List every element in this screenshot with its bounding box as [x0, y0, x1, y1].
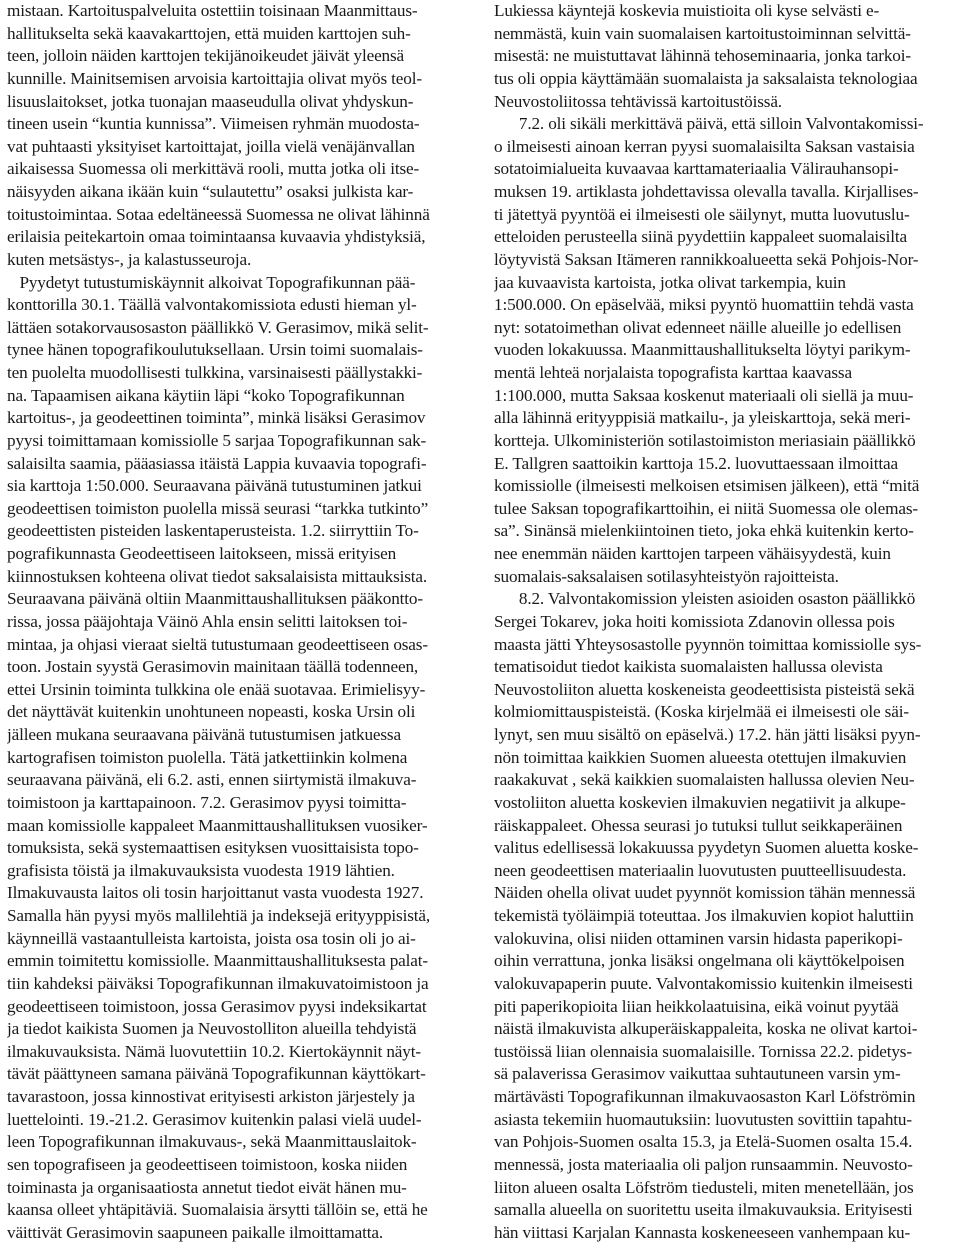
text-line: Lukiessa käyntejä koskevia muistioita oli kyse selvästi e- [494, 1, 880, 20]
text-line: valokuvina, olisi niiden ottaminen varsin hidasta paperikopi- [494, 928, 903, 948]
text-line: valokuvapaperin puute. Valvontakomissio kuitenkin ilmeisesti [494, 973, 913, 993]
text-line: Seuraavana päivänä oltiin Maanmittaushallituksen pääkontto- [7, 589, 423, 609]
text-line: Pyydetyt tutustumiskäynnit alkoivat Topografikunnan pää- [7, 272, 416, 292]
text-line: jälleen mukana seuraavana päivänä tutustumisen jatkuessa [7, 725, 401, 744]
text-line: tineen usein “kuntia kunnissa”. Viimeisen ryhmän muodosta- [7, 114, 420, 134]
text-line: lynyt, sen muu sisältö on epäselvä.) 17.2. hän jätti lisäksi pyyn- [494, 725, 921, 744]
text-line: toon. Jostain syystä Gerasimovin mainitaan täällä todenneen, [7, 657, 419, 677]
left-text-column [7, 0, 472, 1244]
text-line: geodeettiseen toimistoon, jossa Gerasimov pyysi indeksikartat [7, 996, 427, 1016]
text-line: seuraavana päivänä, eli 6.2. asti, ennen siirtymistä ilmakuva- [7, 770, 417, 790]
text-line: tavarastoon, jossa kinnostivat erityisesti arkiston järjestely ja [7, 1087, 415, 1106]
text-line: neen geodeettisen materiaalin luovutusten puutteellisuudesta. [494, 860, 907, 880]
right-text-column [494, 0, 959, 1244]
text-line: ti jätettyä pyyntöä ei ilmeisesti ole säilynyt, mutta luovutuslu- [494, 204, 910, 224]
text-line: nemmästä, kuin vain suomalaisen kartoitustoiminnan selvittä- [494, 23, 911, 43]
text-line: o ilmeisesti ainoan kerran pyysi suomalaisilta Saksan vastaisia [494, 136, 915, 156]
text-line: komissiolle (ilmeisesti melkoisen etsimisen jälkeen), että “mitä [494, 476, 920, 496]
text-line: Sergei Tokarev, joka hoiti komissiota Zdanovin ollessa pois [494, 611, 895, 631]
text-line: maasta jätti Yhteysosastolle pyynnön toimittaa komissiolle sys- [494, 634, 922, 654]
text-line: samalla alueella on suoritettu useita ilmakuvauksia. Erityisesti [494, 1200, 913, 1220]
text-line: tematisoidut tiedot kaikista suomalaisten hallussa olevista [494, 657, 883, 677]
text-line: Ilmakuvausta laitos oli tosin harjoittanut vasta vuodesta 1927. [7, 883, 424, 903]
text-line: käynneillä vastaantulleista kartoista, joista osa tosin oli jo ai- [7, 928, 416, 948]
text-line: löytyvistä Saksan Itämeren rannikkoalueetta sekä Pohjois-Nor- [494, 249, 919, 269]
text-line: mentä lehteä norjalaista topografista karttaa kaavassa [494, 363, 852, 382]
text-line: emmin toimitettu komissiolle. Maanmittaushallituksesta palat- [7, 951, 428, 971]
text-line: kartografisen toimiston puolella. Tätä jatkettiinkin kolmena [7, 747, 408, 767]
text-line: kiinnostuksen kohteena olivat tiedot saksalaisista mittauksista. [7, 566, 428, 586]
text-line: sä palaverissa Gerasimov vaikuttaa suhtautuneen varsin ym- [494, 1064, 901, 1084]
text-line: Näiden ohella olivat uudet pyynnöt komission tähän mennessä [494, 883, 916, 903]
text-line: kolmiomittauspisteistä. (Koska kirjelmää ei ilmeisesti ole säi- [494, 702, 909, 722]
text-line: Neuvostoliitossa tehtävissä kartoitustöissä. [494, 91, 782, 111]
text-line: kortteja. Ulkoministeriön sotilastoimiston meriasiain päällikkö [494, 430, 916, 450]
text-line: alla lähinnä erityyppisiä matkailu-, ja yleiskarttoja, sekä meri- [494, 408, 911, 428]
text-line: toitustoimintaa. Sotaa edeltäneessä Suomessa ne olivat lähinnä [7, 204, 430, 224]
text-line: van Pohjois-Suomen osalta 15.3, ja Etelä-Suomen osalta 15.4. [494, 1132, 913, 1152]
text-line: mistaan. Kartoituspalveluita ostettiin toisinaan Maanmittaus- [7, 1, 418, 20]
text-line: vuoden lokakuussa. Maanmittaushallitukselta löytyi parikym- [494, 340, 911, 360]
text-line: hän viittasi Karjalan Kannasta koskeneeseen vanhempaan ku- [494, 1222, 911, 1242]
text-line: raakakuvat , sekä kaikkien suomalaisten hallussa olevien Neu- [494, 770, 915, 790]
text-line: 7.2. oli sikäli merkittävä päivä, että silloin Valvontakomissi- [494, 114, 924, 134]
text-line: tustöissä liian olennaisia suomalaisille. Tornissa 22.2. pidetys- [494, 1041, 912, 1061]
text-line: Neuvostoliiton aluetta koskeneista geodeettisista pisteistä sekä [494, 679, 915, 699]
text-line: erilaisia peitekartoin omaa toimintaansa kuvaavia yhdistyksiä, [7, 227, 426, 247]
text-line: 1:500.000. On epäselvää, miksi pyyntö huomattiin tehdä vasta [494, 295, 914, 315]
text-line: vat puhtaasti yksityiset kartoittajat, joilla vielä venäjänvallan [7, 136, 415, 156]
text-line: nyt: sotatoimethan olivat edenneet näille alueille jo edellisen [494, 317, 902, 337]
text-line: kunnille. Mainitsemisen arvoisia kartoittajia olivat myös teol- [7, 68, 422, 88]
text-line: det näyttävät kuitenkin unohtuneen nopeasti, koska Ursin oli [7, 702, 416, 722]
text-line: etteloiden perusteella siinä pyydettiin kappaleet suomalaisilta [494, 227, 907, 247]
text-line: na. Tapaamisen aikana käytiin läpi “koko Topografikunnan [7, 385, 405, 405]
text-line: luettelointi. 19.-21.2. Gerasimov kuitenkin palasi vielä uudel- [7, 1109, 422, 1129]
text-line: sa”. Sinänsä mielenkiintoinen tieto, joka ehkä kuitenkin kerto- [494, 521, 914, 541]
text-line: geodeettisten pisteiden laskentaperusteista. 1.2. siirryttiin To- [7, 521, 419, 541]
text-line: vostoliiton aluetta koskevien ilmakuvien negatiivit ja alkupe- [494, 792, 906, 812]
text-line: valitus edellisessä lokakuussa pyydetyn Suomen aluetta koske- [494, 838, 919, 858]
text-line: näisyyden aikana ikään kuin “sulautettu” osaksi julkista kar- [7, 182, 414, 201]
text-line: sen topografiseen ja geodeettiseen toimistoon, koska niiden [7, 1154, 408, 1174]
text-line: kartoitus-, ja geodeettinen toiminta”, minkä lisäksi Gerasimov [7, 408, 426, 428]
text-line: 8.2. Valvontakomission yleisten asioiden osaston päällikkö [494, 589, 916, 609]
text-line: lättäen sotakorvausosaston päällikkö V. Gerasimov, mikä selit- [7, 317, 429, 337]
text-line: muksen 19. artiklasta johdettavissa olevalla tavalla. Kirjallises- [494, 182, 919, 201]
text-line: ja tiedot kaikista Suomen ja Neuvostolliton alueilla tehdyistä [7, 1019, 417, 1039]
text-line: E. Tallgren saattoikin karttoja 15.2. luovuttaessaan ilmoittaa [494, 453, 898, 473]
text-line: tävät päättyneen samana päivänä Topografikunnan käyttökart- [7, 1064, 426, 1084]
text-line: ettei Ursinin toiminta tulkkina ole enää suotavaa. Erimielisyy- [7, 679, 426, 699]
text-line: tomuksista, sekä systemaattisen esityksen vuosittaisista topo- [7, 838, 419, 858]
text-line: oihin verrattuna, jonka lisäksi ongelmana oli käyttökelpoisen [494, 951, 905, 971]
text-line: ilmakuvauksista. Nämä luovutettiin 10.2. Kiertokäynnit näyt- [7, 1041, 421, 1061]
text-line: misestä: ne muistuttavat lähinnä tehoseminaaria, jonka tarkoi- [494, 46, 911, 66]
text-line: hallitukselta sekä kaavakarttojen, että muiden karttojen suh- [7, 23, 411, 43]
text-line: nön toimittaa kaikkien Suomen alueesta otettujen ilmakuvien [494, 747, 907, 767]
text-line: grafisista töistä ja ilmakuvauksista vuodesta 1919 lähtien. [7, 860, 395, 880]
text-line: tus oli oppia käyttämään suomalaista ja saksalaista teknologiaa [494, 68, 918, 88]
text-line: leen Topografikunnan ilmakuvaus-, sekä Maanmittauslaitok- [7, 1132, 417, 1152]
text-line: tiin kahdeksi päiväksi Topografikunnan ilmakuvatoimistoon ja [7, 973, 429, 993]
text-line: tekemistä työläimpiä toteuttaa. Jos ilmakuvien kopiot haluttiin [494, 906, 914, 925]
text-line: Samalla hän pyysi myös mallilehtiä ja indeksejä erityyppisistä, [7, 906, 431, 925]
text-line: ten puolelta muodollisesti tulkkina, varsinaisesti päällystakki- [7, 363, 423, 382]
text-line: pografikunnasta Geodeettiseen laitokseen, missä erityisen [7, 544, 397, 563]
text-line: mennessä, josta materiaalia oli paljon runsaammin. Neuvosto- [494, 1154, 913, 1174]
text-line: liiton alueen osalta Löfström tiedusteli, miten menetellään, jos [494, 1177, 914, 1197]
text-line: 1:100.000, mutta Saksaa koskenut materiaali oli siellä ja muu- [494, 385, 914, 405]
text-line: nee enemmän näiden karttojen tarpeen vähäisyydestä, kuin [494, 544, 891, 563]
text-line: maan komissiolle kappaleet Maanmittaushallituksen vuosiker- [7, 815, 428, 835]
text-line: väittivät Gerasimovin saapuneen paikalle ilmoittamatta. [7, 1222, 383, 1242]
text-line: lisuuslaitokset, jotka tuonajan maaseudulla olivat yhdyskun- [7, 91, 414, 111]
text-line: märtävästi Topografikunnan ilmakuvaosaston Karl Löfströmin [494, 1087, 916, 1106]
text-line: toiminasta ja organisaatiosta annetut tiedot eivät hänen mu- [7, 1177, 407, 1197]
text-line: tulee Saksan topografikarttoihin, ei niitä Suomessa ole olemas- [494, 498, 918, 518]
text-line: konttorilla 30.1. Täällä valvontakomissiota edusti hieman yl- [7, 295, 417, 315]
text-line: tynee hänen topografikoulutuksellaan. Ursin toimi suomalais- [7, 340, 423, 360]
text-line: sia karttoja 1:50.000. Seuraavana päivänä tutustuminen jatkui [7, 476, 422, 496]
text-line: teen, jolloin näiden karttojen tekijänoikeudet jäivät yleensä [7, 46, 405, 66]
text-line: jaa kuvaavista kartoista, jotka olivat tarkempia, kuin [494, 272, 846, 292]
text-line: mintaa, ja ohjasi vieraat sieltä tutustumaan geodeettiseen osas- [7, 634, 428, 654]
text-line: aikaisessa Suomessa oli merkittävä rooli, mutta jotka oli itse- [7, 159, 420, 179]
text-line: kuten metsästys-, ja kalastusseuroja. [7, 249, 252, 269]
text-line: asiasta tekemiin huomautuksiin: luovutusten sovittiin tapahtu- [494, 1109, 912, 1129]
text-line: geodeettisen toimiston puolella missä seurasi “tarkka tutkinto” [7, 498, 429, 518]
text-line: näistä ilmakuvista alkuperäiskappaleita, koska ne olivat kartoi- [494, 1019, 918, 1039]
text-line: salaisilta saamia, pääasiassa itäistä Lappia kuvaavia topografi- [7, 453, 427, 473]
text-line: pyysi toimittamaan komissiolle 5 sarjaa Topografikunnan sak- [7, 430, 427, 450]
text-line: räiskappaleet. Ohessa seurasi jo tutuksi tullut seikkaperäinen [494, 815, 903, 835]
text-line: rissa, jossa pääjohtaja Väinö Ahla ensin selitti laitoksen toi- [7, 611, 408, 631]
text-line: kaansa olleet yhtäpitäviä. Suomalaisia ärsytti tällöin se, että he [7, 1200, 428, 1220]
text-line: toimistoon ja karttapainoon. 7.2. Gerasimov pyysi toimitta- [7, 792, 407, 812]
text-line: suomalais-saksalaisen sotilasyhteistyön rajoitteista. [494, 566, 839, 586]
text-line: sotatoimialueita kuvaavaa karttamateriaalia Välirauhansopi- [494, 159, 899, 179]
text-line: piti paperikopioita liian heikkolaatuisina, eikä voinut pyytää [494, 996, 899, 1016]
